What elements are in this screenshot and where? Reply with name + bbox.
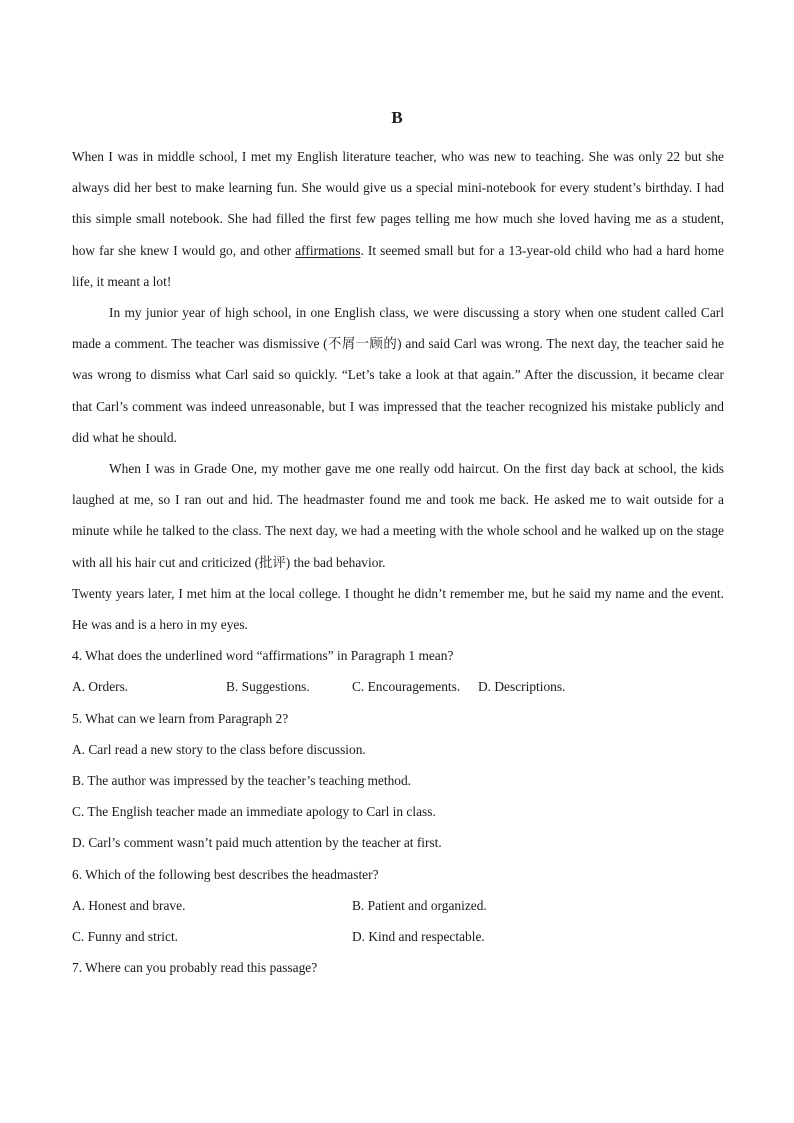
question-6-options-row-2 <box>72 921 724 952</box>
question-6-options-row-1 <box>72 890 724 921</box>
passage-paragraph-2: In my junior year of high school, in one English class, we were discussing a story when one student called Carl made a comment. The teacher was dismissive (不屑一顾的) and said Carl was wrong. The next day, the teacher said he was wrong to dismiss what Carl said so quickly. “Let’s take a look at that again.” After the discussion, it became clear that Carl’s comment was indeed unreasonable, but I was impressed that the teacher recognized his mistake publicly and did what he should. <box>72 305 724 445</box>
question-5-option-c: C. The English teacher made an immediate apology to Carl in class. <box>72 804 436 820</box>
question-5-option-d: D. Carl’s comment wasn’t paid much attention by the teacher at first. <box>72 835 442 851</box>
question-5-option-b: B. The author was impressed by the teacher’s teaching method. <box>72 773 412 789</box>
passage-and-questions <box>72 141 724 983</box>
paragraph-1-text-end: . It seemed small but for a 13-year-old child who had a hard home life, it meant a lot! <box>72 242 724 289</box>
question-5-option-a: A. Carl read a new story to the class before discussion. <box>72 741 366 757</box>
question-4-option-c: C. Encouragements. <box>352 679 461 695</box>
question-5-stem: 5. What can we learn from Paragraph 2? <box>72 710 289 726</box>
question-4-option-a: A. Orders. <box>72 679 129 695</box>
question-6-option-c: C. Funny and strict. <box>72 929 179 945</box>
question-4-options <box>72 671 724 702</box>
question-6-stem: 6. Which of the following best describes the headmaster? <box>72 866 379 882</box>
passage-paragraph-4: Twenty years later, I met him at the local college. I thought he didn’t remember me, but he said my name and the event. He was and is a hero in my eyes. <box>72 585 724 633</box>
paragraph-1-text-start: When I was in middle school, I met my English literature teacher, who was new to teaching. She was only 22 but she always did her best to make learning fun. She would give us a special mini-notebook for every student’s birthday. I had this simple small notebook. She had filled the first few pages telling me how much she loved having me as a student, how far she knew I would go, and other <box>72 149 724 258</box>
question-4-stem: 4. What does the underlined word “affirmations” in Paragraph 1 mean? <box>72 648 454 664</box>
question-4-option-d: D. Descriptions. <box>478 679 566 695</box>
question-6-option-a: A. Honest and brave. <box>72 897 186 913</box>
question-6-option-d: D. Kind and respectable. <box>352 929 485 945</box>
section-title: B <box>391 108 403 127</box>
question-7-stem: 7. Where can you probably read this passage? <box>72 960 318 976</box>
passage-paragraph-1 <box>72 141 724 297</box>
question-6-option-b: B. Patient and organized. <box>352 897 487 913</box>
underlined-word: affirmations <box>295 242 361 258</box>
question-4-option-b: B. Suggestions. <box>226 679 310 695</box>
passage-paragraph-3: When I was in Grade One, my mother gave me one really odd haircut. On the first day back at school, the kids laughed at me, so I ran out and hid. The headmaster found me and took me back. He asked me to wait outside for a minute while he talked to the class. The next day, we had a meeting with the whole school and he walked up on the stage with all his hair cut and criticized (批评) the bad behavior. <box>72 461 724 570</box>
